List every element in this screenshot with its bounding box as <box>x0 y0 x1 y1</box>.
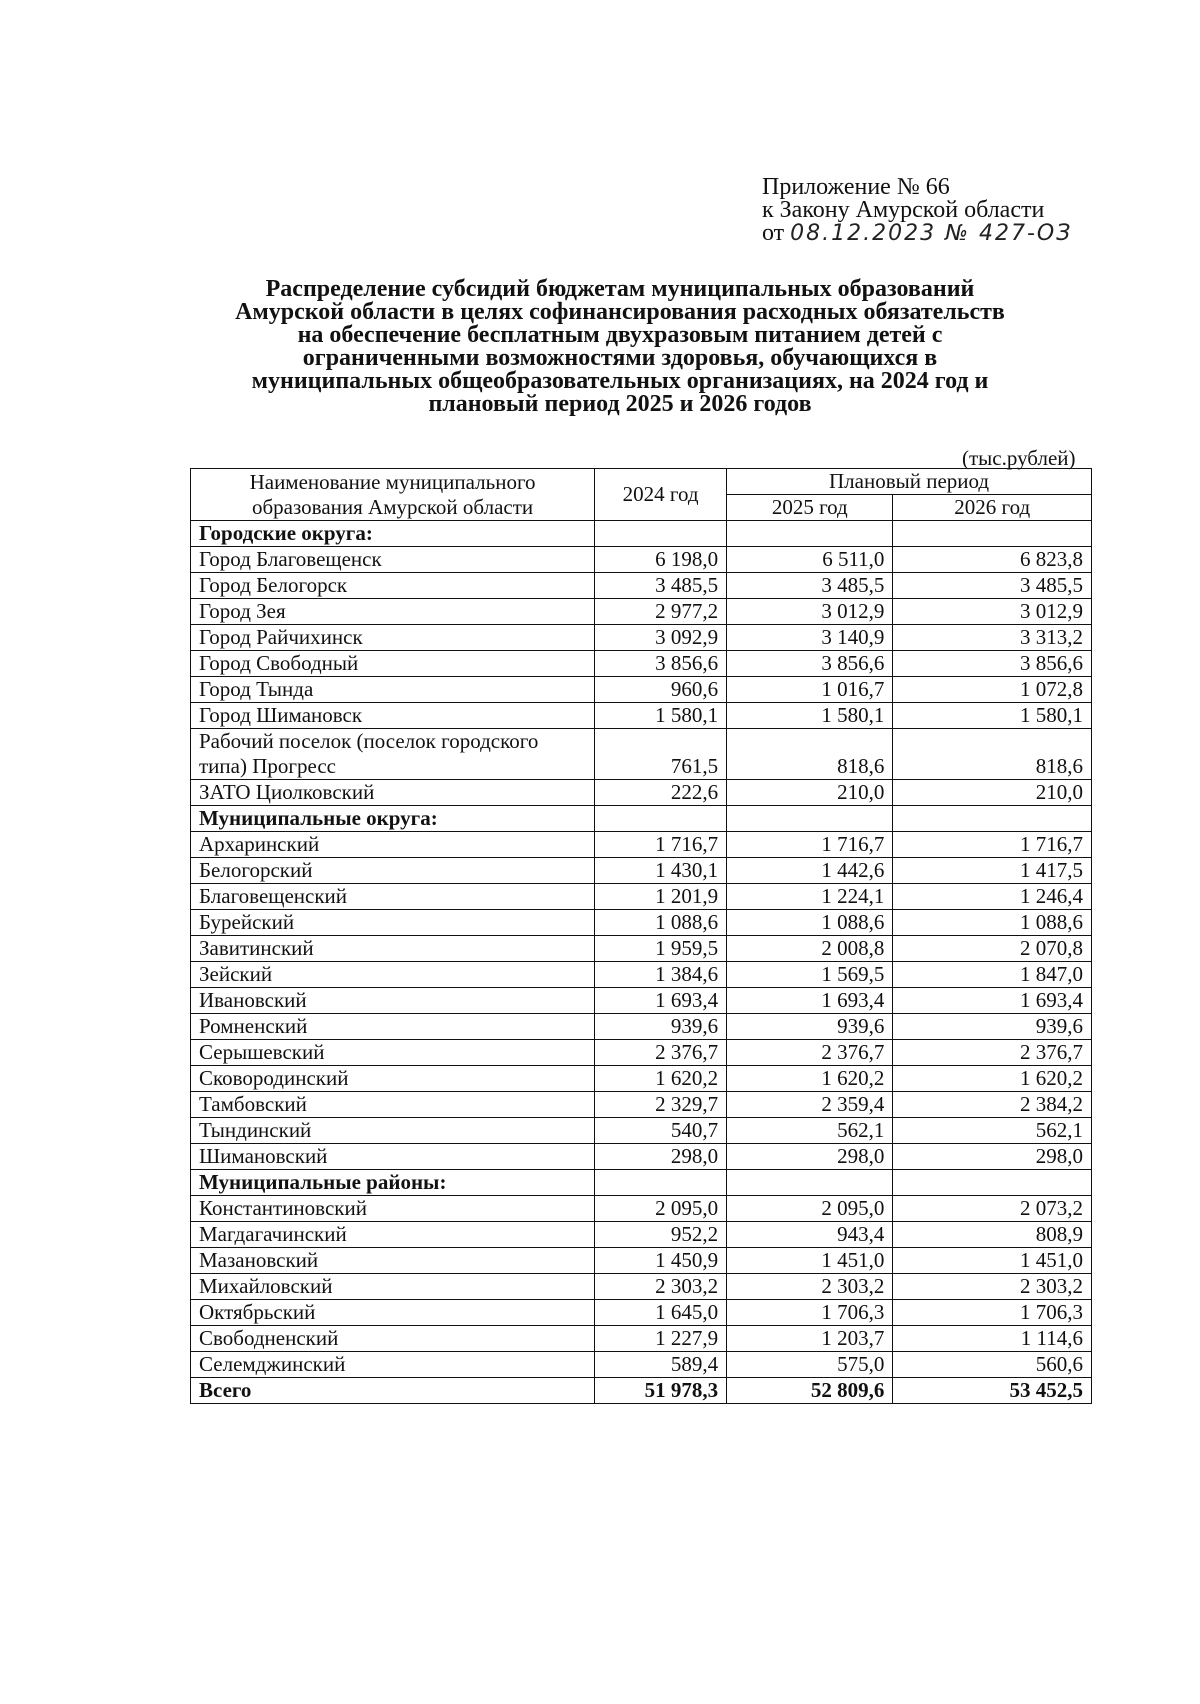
municipality-name-cell: Белогорский <box>191 858 595 884</box>
municipality-name-cell: Город Шимановск <box>191 703 595 729</box>
municipality-name-cell: Всего <box>191 1378 595 1404</box>
municipality-name-cell: Серышевский <box>191 1040 595 1066</box>
table-row <box>191 1300 1092 1326</box>
value-2024-cell: 1 088,6 <box>595 910 727 936</box>
table-row <box>191 599 1092 625</box>
table-row <box>191 1326 1092 1352</box>
value-2026-cell: 2 073,2 <box>893 1196 1092 1222</box>
table-row <box>191 625 1092 651</box>
value-2025-cell <box>727 521 893 547</box>
municipality-name-cell: Город Благовещенск <box>191 547 595 573</box>
header-name: Наименование муниципального образования Амурской области <box>191 469 595 521</box>
appendix-line-1: Приложение № 66 <box>762 174 950 200</box>
value-2024-cell: 1 201,9 <box>595 884 727 910</box>
value-2025-cell: 3 485,5 <box>727 573 893 599</box>
value-2024-cell: 952,2 <box>595 1222 727 1248</box>
value-2026-cell: 2 384,2 <box>893 1092 1092 1118</box>
municipality-name-cell: Тамбовский <box>191 1092 595 1118</box>
value-2026-cell: 1 072,8 <box>893 677 1092 703</box>
title-line: муниципальных общеобразовательных организациях, на 2024 год и <box>251 368 989 394</box>
value-2025-cell: 1 716,7 <box>727 832 893 858</box>
handwritten-date-number: 08.12.2023 № 427-ОЗ <box>790 221 1073 246</box>
appendix-from-label: от <box>762 220 785 246</box>
value-2025-cell: 1 224,1 <box>727 884 893 910</box>
value-2024-cell: 939,6 <box>595 1014 727 1040</box>
value-2026-cell: 2 070,8 <box>893 936 1092 962</box>
table-row <box>191 1274 1092 1300</box>
appendix-line-3 <box>762 222 1072 245</box>
value-2024-cell: 1 620,2 <box>595 1066 727 1092</box>
municipality-name-cell: Завитинский <box>191 936 595 962</box>
table-body <box>191 521 1092 1404</box>
municipality-name-cell: Город Тында <box>191 677 595 703</box>
value-2024-cell: 6 198,0 <box>595 547 727 573</box>
value-2026-cell: 1 847,0 <box>893 962 1092 988</box>
table-row <box>191 1222 1092 1248</box>
municipality-name-cell: ЗАТО Циолковский <box>191 780 595 806</box>
table-row <box>191 884 1092 910</box>
municipality-name-cell: Шимановский <box>191 1144 595 1170</box>
municipality-name-cell: Город Свободный <box>191 651 595 677</box>
value-2025-cell <box>727 1170 893 1196</box>
header-2024: 2024 год <box>595 469 727 521</box>
municipality-name-cell: Бурейский <box>191 910 595 936</box>
title-line: на обеспечение бесплатным двухразовым питанием детей с <box>297 322 943 348</box>
value-2026-cell: 808,9 <box>893 1222 1092 1248</box>
municipality-name-cell: Город Белогорск <box>191 573 595 599</box>
units-label: (тыс.рублей) <box>962 446 1076 470</box>
header-planned-period: Плановый период <box>727 469 1092 495</box>
value-2024-cell: 3 485,5 <box>595 573 727 599</box>
municipality-name-cell: Магдагачинский <box>191 1222 595 1248</box>
value-2026-cell: 210,0 <box>893 780 1092 806</box>
value-2024-cell: 960,6 <box>595 677 727 703</box>
municipality-name-cell: Мазановский <box>191 1248 595 1274</box>
value-2025-cell: 1 203,7 <box>727 1326 893 1352</box>
subsidy-table <box>190 468 1092 1404</box>
value-2026-cell: 1 706,3 <box>893 1300 1092 1326</box>
title-line: Распределение субсидий бюджетам муниципальных образований <box>265 276 975 302</box>
value-2025-cell: 298,0 <box>727 1144 893 1170</box>
value-2025-cell: 6 511,0 <box>727 547 893 573</box>
table-row <box>191 1092 1092 1118</box>
value-2024-cell: 222,6 <box>595 780 727 806</box>
value-2024-cell: 2 303,2 <box>595 1274 727 1300</box>
header-2025: 2025 год <box>727 495 893 521</box>
value-2026-cell: 2 376,7 <box>893 1040 1092 1066</box>
municipality-name-cell: Михайловский <box>191 1274 595 1300</box>
municipality-name-cell: Город Зея <box>191 599 595 625</box>
group-header-row <box>191 806 1092 832</box>
value-2025-cell: 1 580,1 <box>727 703 893 729</box>
value-2026-cell: 53 452,5 <box>893 1378 1092 1404</box>
value-2026-cell <box>893 521 1092 547</box>
value-2024-cell: 1 716,7 <box>595 832 727 858</box>
municipality-name-cell: Селемджинский <box>191 1352 595 1378</box>
municipality-name-cell: Зейский <box>191 962 595 988</box>
document-title <box>190 278 1050 416</box>
value-2024-cell: 1 384,6 <box>595 962 727 988</box>
value-2024-cell: 298,0 <box>595 1144 727 1170</box>
value-2024-cell: 51 978,3 <box>595 1378 727 1404</box>
value-2026-cell: 560,6 <box>893 1352 1092 1378</box>
table-row <box>191 780 1092 806</box>
value-2025-cell: 1 442,6 <box>727 858 893 884</box>
value-2025-cell: 1 016,7 <box>727 677 893 703</box>
municipality-name-cell: Тындинский <box>191 1118 595 1144</box>
table-row <box>191 1352 1092 1378</box>
value-2025-cell: 3 140,9 <box>727 625 893 651</box>
municipality-name-cell: Архаринский <box>191 832 595 858</box>
value-2026-cell <box>893 806 1092 832</box>
table-row <box>191 677 1092 703</box>
value-2026-cell: 562,1 <box>893 1118 1092 1144</box>
value-2024-cell <box>595 806 727 832</box>
value-2026-cell: 6 823,8 <box>893 547 1092 573</box>
value-2024-cell: 1 227,9 <box>595 1326 727 1352</box>
value-2025-cell: 2 376,7 <box>727 1040 893 1066</box>
table-row <box>191 858 1092 884</box>
value-2024-cell <box>595 1170 727 1196</box>
value-2024-cell: 1 430,1 <box>595 858 727 884</box>
table-row <box>191 936 1092 962</box>
value-2024-cell: 2 329,7 <box>595 1092 727 1118</box>
value-2026-cell: 1 716,7 <box>893 832 1092 858</box>
total-row <box>191 1378 1092 1404</box>
group-header-row <box>191 521 1092 547</box>
table-row <box>191 988 1092 1014</box>
table-row <box>191 1040 1092 1066</box>
value-2026-cell: 939,6 <box>893 1014 1092 1040</box>
value-2025-cell: 3 856,6 <box>727 651 893 677</box>
value-2024-cell: 1 645,0 <box>595 1300 727 1326</box>
value-2024-cell <box>595 521 727 547</box>
table-row <box>191 547 1092 573</box>
value-2025-cell: 3 012,9 <box>727 599 893 625</box>
value-2026-cell: 3 012,9 <box>893 599 1092 625</box>
table-row <box>191 1066 1092 1092</box>
value-2025-cell: 2 303,2 <box>727 1274 893 1300</box>
table-row <box>191 1118 1092 1144</box>
value-2026-cell: 3 485,5 <box>893 573 1092 599</box>
value-2025-cell: 1 620,2 <box>727 1066 893 1092</box>
municipality-name-cell: Ромненский <box>191 1014 595 1040</box>
municipality-name-cell: Город Райчихинск <box>191 625 595 651</box>
table-row <box>191 1248 1092 1274</box>
title-line: плановый период 2025 и 2026 годов <box>428 391 812 417</box>
value-2024-cell: 2 376,7 <box>595 1040 727 1066</box>
municipality-name-cell: Ивановский <box>191 988 595 1014</box>
value-2025-cell: 943,4 <box>727 1222 893 1248</box>
group-header-row <box>191 1170 1092 1196</box>
value-2025-cell: 575,0 <box>727 1352 893 1378</box>
table-row <box>191 962 1092 988</box>
value-2026-cell: 1 620,2 <box>893 1066 1092 1092</box>
value-2025-cell: 1 693,4 <box>727 988 893 1014</box>
value-2025-cell: 1 451,0 <box>727 1248 893 1274</box>
value-2025-cell: 2 008,8 <box>727 936 893 962</box>
value-2025-cell: 52 809,6 <box>727 1378 893 1404</box>
value-2024-cell: 2 977,2 <box>595 599 727 625</box>
table-row <box>191 1196 1092 1222</box>
table-row <box>191 1014 1092 1040</box>
value-2026-cell: 1 693,4 <box>893 988 1092 1014</box>
table-row <box>191 729 1092 780</box>
value-2024-cell: 1 580,1 <box>595 703 727 729</box>
municipality-name-cell: Муниципальные округа: <box>191 806 595 832</box>
value-2025-cell: 939,6 <box>727 1014 893 1040</box>
value-2026-cell: 818,6 <box>893 729 1092 780</box>
value-2025-cell: 210,0 <box>727 780 893 806</box>
value-2025-cell: 2 095,0 <box>727 1196 893 1222</box>
value-2025-cell: 562,1 <box>727 1118 893 1144</box>
value-2024-cell: 1 693,4 <box>595 988 727 1014</box>
municipality-name-cell: Рабочий поселок (поселок городского типа) Прогресс <box>191 729 595 780</box>
municipality-name-cell: Свободненский <box>191 1326 595 1352</box>
header-2026: 2026 год <box>893 495 1092 521</box>
value-2026-cell: 1 417,5 <box>893 858 1092 884</box>
value-2026-cell: 2 303,2 <box>893 1274 1092 1300</box>
municipality-name-cell: Городские округа: <box>191 521 595 547</box>
value-2026-cell: 3 856,6 <box>893 651 1092 677</box>
value-2024-cell: 589,4 <box>595 1352 727 1378</box>
value-2025-cell: 2 359,4 <box>727 1092 893 1118</box>
value-2025-cell: 1 088,6 <box>727 910 893 936</box>
table-row <box>191 832 1092 858</box>
value-2026-cell: 298,0 <box>893 1144 1092 1170</box>
title-line: Амурской области в целях софинансирования расходных обязательств <box>235 299 1005 325</box>
value-2024-cell: 761,5 <box>595 729 727 780</box>
municipality-name-cell: Благовещенский <box>191 884 595 910</box>
municipality-name-cell: Октябрьский <box>191 1300 595 1326</box>
table-row <box>191 651 1092 677</box>
value-2026-cell: 1 246,4 <box>893 884 1092 910</box>
value-2024-cell: 2 095,0 <box>595 1196 727 1222</box>
value-2025-cell: 818,6 <box>727 729 893 780</box>
value-2025-cell <box>727 806 893 832</box>
value-2024-cell: 3 092,9 <box>595 625 727 651</box>
value-2024-cell: 3 856,6 <box>595 651 727 677</box>
table-row <box>191 1144 1092 1170</box>
municipality-name-cell: Константиновский <box>191 1196 595 1222</box>
value-2026-cell <box>893 1170 1092 1196</box>
value-2026-cell: 1 088,6 <box>893 910 1092 936</box>
value-2025-cell: 1 706,3 <box>727 1300 893 1326</box>
appendix-block <box>762 176 1072 245</box>
table-row <box>191 703 1092 729</box>
value-2025-cell: 1 569,5 <box>727 962 893 988</box>
value-2024-cell: 1 450,9 <box>595 1248 727 1274</box>
municipality-name-cell: Муниципальные районы: <box>191 1170 595 1196</box>
value-2024-cell: 540,7 <box>595 1118 727 1144</box>
value-2024-cell: 1 959,5 <box>595 936 727 962</box>
table-row <box>191 573 1092 599</box>
municipality-name-cell: Сковородинский <box>191 1066 595 1092</box>
value-2026-cell: 3 313,2 <box>893 625 1092 651</box>
appendix-line-2: к Закону Амурской области <box>762 197 1045 223</box>
table-row <box>191 910 1092 936</box>
title-line: ограниченными возможностями здоровья, обучающихся в <box>302 345 938 371</box>
value-2026-cell: 1 580,1 <box>893 703 1092 729</box>
value-2026-cell: 1 451,0 <box>893 1248 1092 1274</box>
value-2026-cell: 1 114,6 <box>893 1326 1092 1352</box>
